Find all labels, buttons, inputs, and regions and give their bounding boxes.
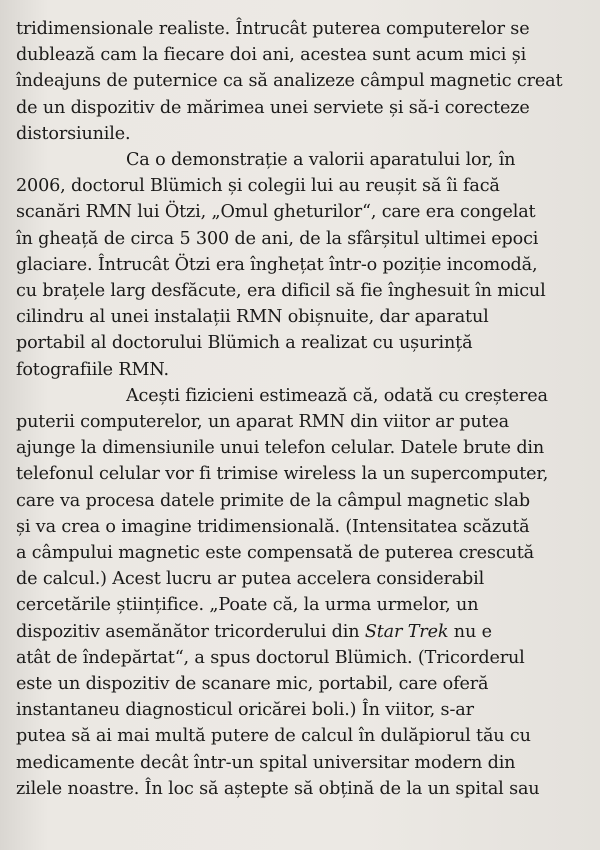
text-line: scanări RMN lui Ötzi, „Omul gheturilor“, care era congelat xyxy=(16,202,536,223)
text-line: 2006, doctorul Blümich și colegii lui au reușit să îi facă xyxy=(16,176,500,197)
body-text xyxy=(16,16,576,802)
text-line: medicamente decât într-un spital universitar modern din xyxy=(16,752,516,773)
text-line: a câmpului magnetic este compensată de puterea crescută xyxy=(16,543,534,564)
text-line: cu brațele larg desfăcute, era dificil să fie înghesuit în micul xyxy=(16,281,546,302)
text-line: ajunge la dimensiunile unui telefon celular. Datele brute din xyxy=(16,438,545,459)
text-line: este un dispozitiv de scanare mic, portabil, care oferă xyxy=(16,674,489,695)
text-line: puterii computerelor, un aparat RMN din viitor ar putea xyxy=(16,412,510,433)
text-line: zilele noastre. În loc să aștepte să obțină de la un spital sau xyxy=(16,778,540,799)
text-line: cercetările științifice. „Poate că, la urma urmelor, un xyxy=(16,595,479,616)
text-line: Acești fizicieni estimează că, odată cu creșterea xyxy=(126,385,548,406)
text-line-with-italic xyxy=(16,619,576,645)
text-line: cilindru al unei instalații RMN obișnuite, dar aparatul xyxy=(16,307,489,328)
text-line: de un dispozitiv de mărimea unei serviete și să-i corecteze xyxy=(16,97,530,118)
italic-title: Star Trek xyxy=(364,621,449,642)
text-line: îndeajuns de puternice ca să analizeze câmpul magnetic creat xyxy=(16,71,563,92)
text-segment: nu e xyxy=(448,621,492,642)
text-line: în gheață de circa 5 300 de ani, de la sfârșitul ultimei epoci xyxy=(16,228,539,249)
text-line: distorsiunile. xyxy=(16,123,131,144)
text-line: dublează cam la fiecare doi ani, acestea sunt acum mici și xyxy=(16,45,527,66)
text-line: Ca o demonstrație a valorii aparatului lor, în xyxy=(126,150,516,171)
text-line: de calcul.) Acest lucru ar putea accelera considerabil xyxy=(16,569,485,590)
text-line: tridimensionale realiste. Întrucât puterea computerelor se xyxy=(16,19,530,39)
text-line: atât de îndepărtat“, a spus doctorul Blümich. (Tricorderul xyxy=(16,647,525,668)
text-line: glaciare. Întrucât Ötzi era înghețat într-o poziție incomodă, xyxy=(16,254,538,275)
text-line: fotografiile RMN. xyxy=(16,359,169,380)
text-line: putea să ai mai multă putere de calcul în dulăpiorul tău cu xyxy=(16,726,531,747)
text-line: instantaneu diagnosticul oricărei boli.) În viitor, s-ar xyxy=(16,700,474,721)
text-segment: dispozitiv asemănător tricorderului din xyxy=(16,621,365,642)
text-line: și va crea o imagine tridimensională. (Intensitatea scăzută xyxy=(16,516,530,537)
text-line: care va procesa datele primite de la câmpul magnetic slab xyxy=(16,490,530,511)
text-line: telefonul celular vor fi trimise wireless la un supercomputer, xyxy=(16,464,549,485)
text-line: portabil al doctorului Blümich a realizat cu ușurință xyxy=(16,333,473,354)
